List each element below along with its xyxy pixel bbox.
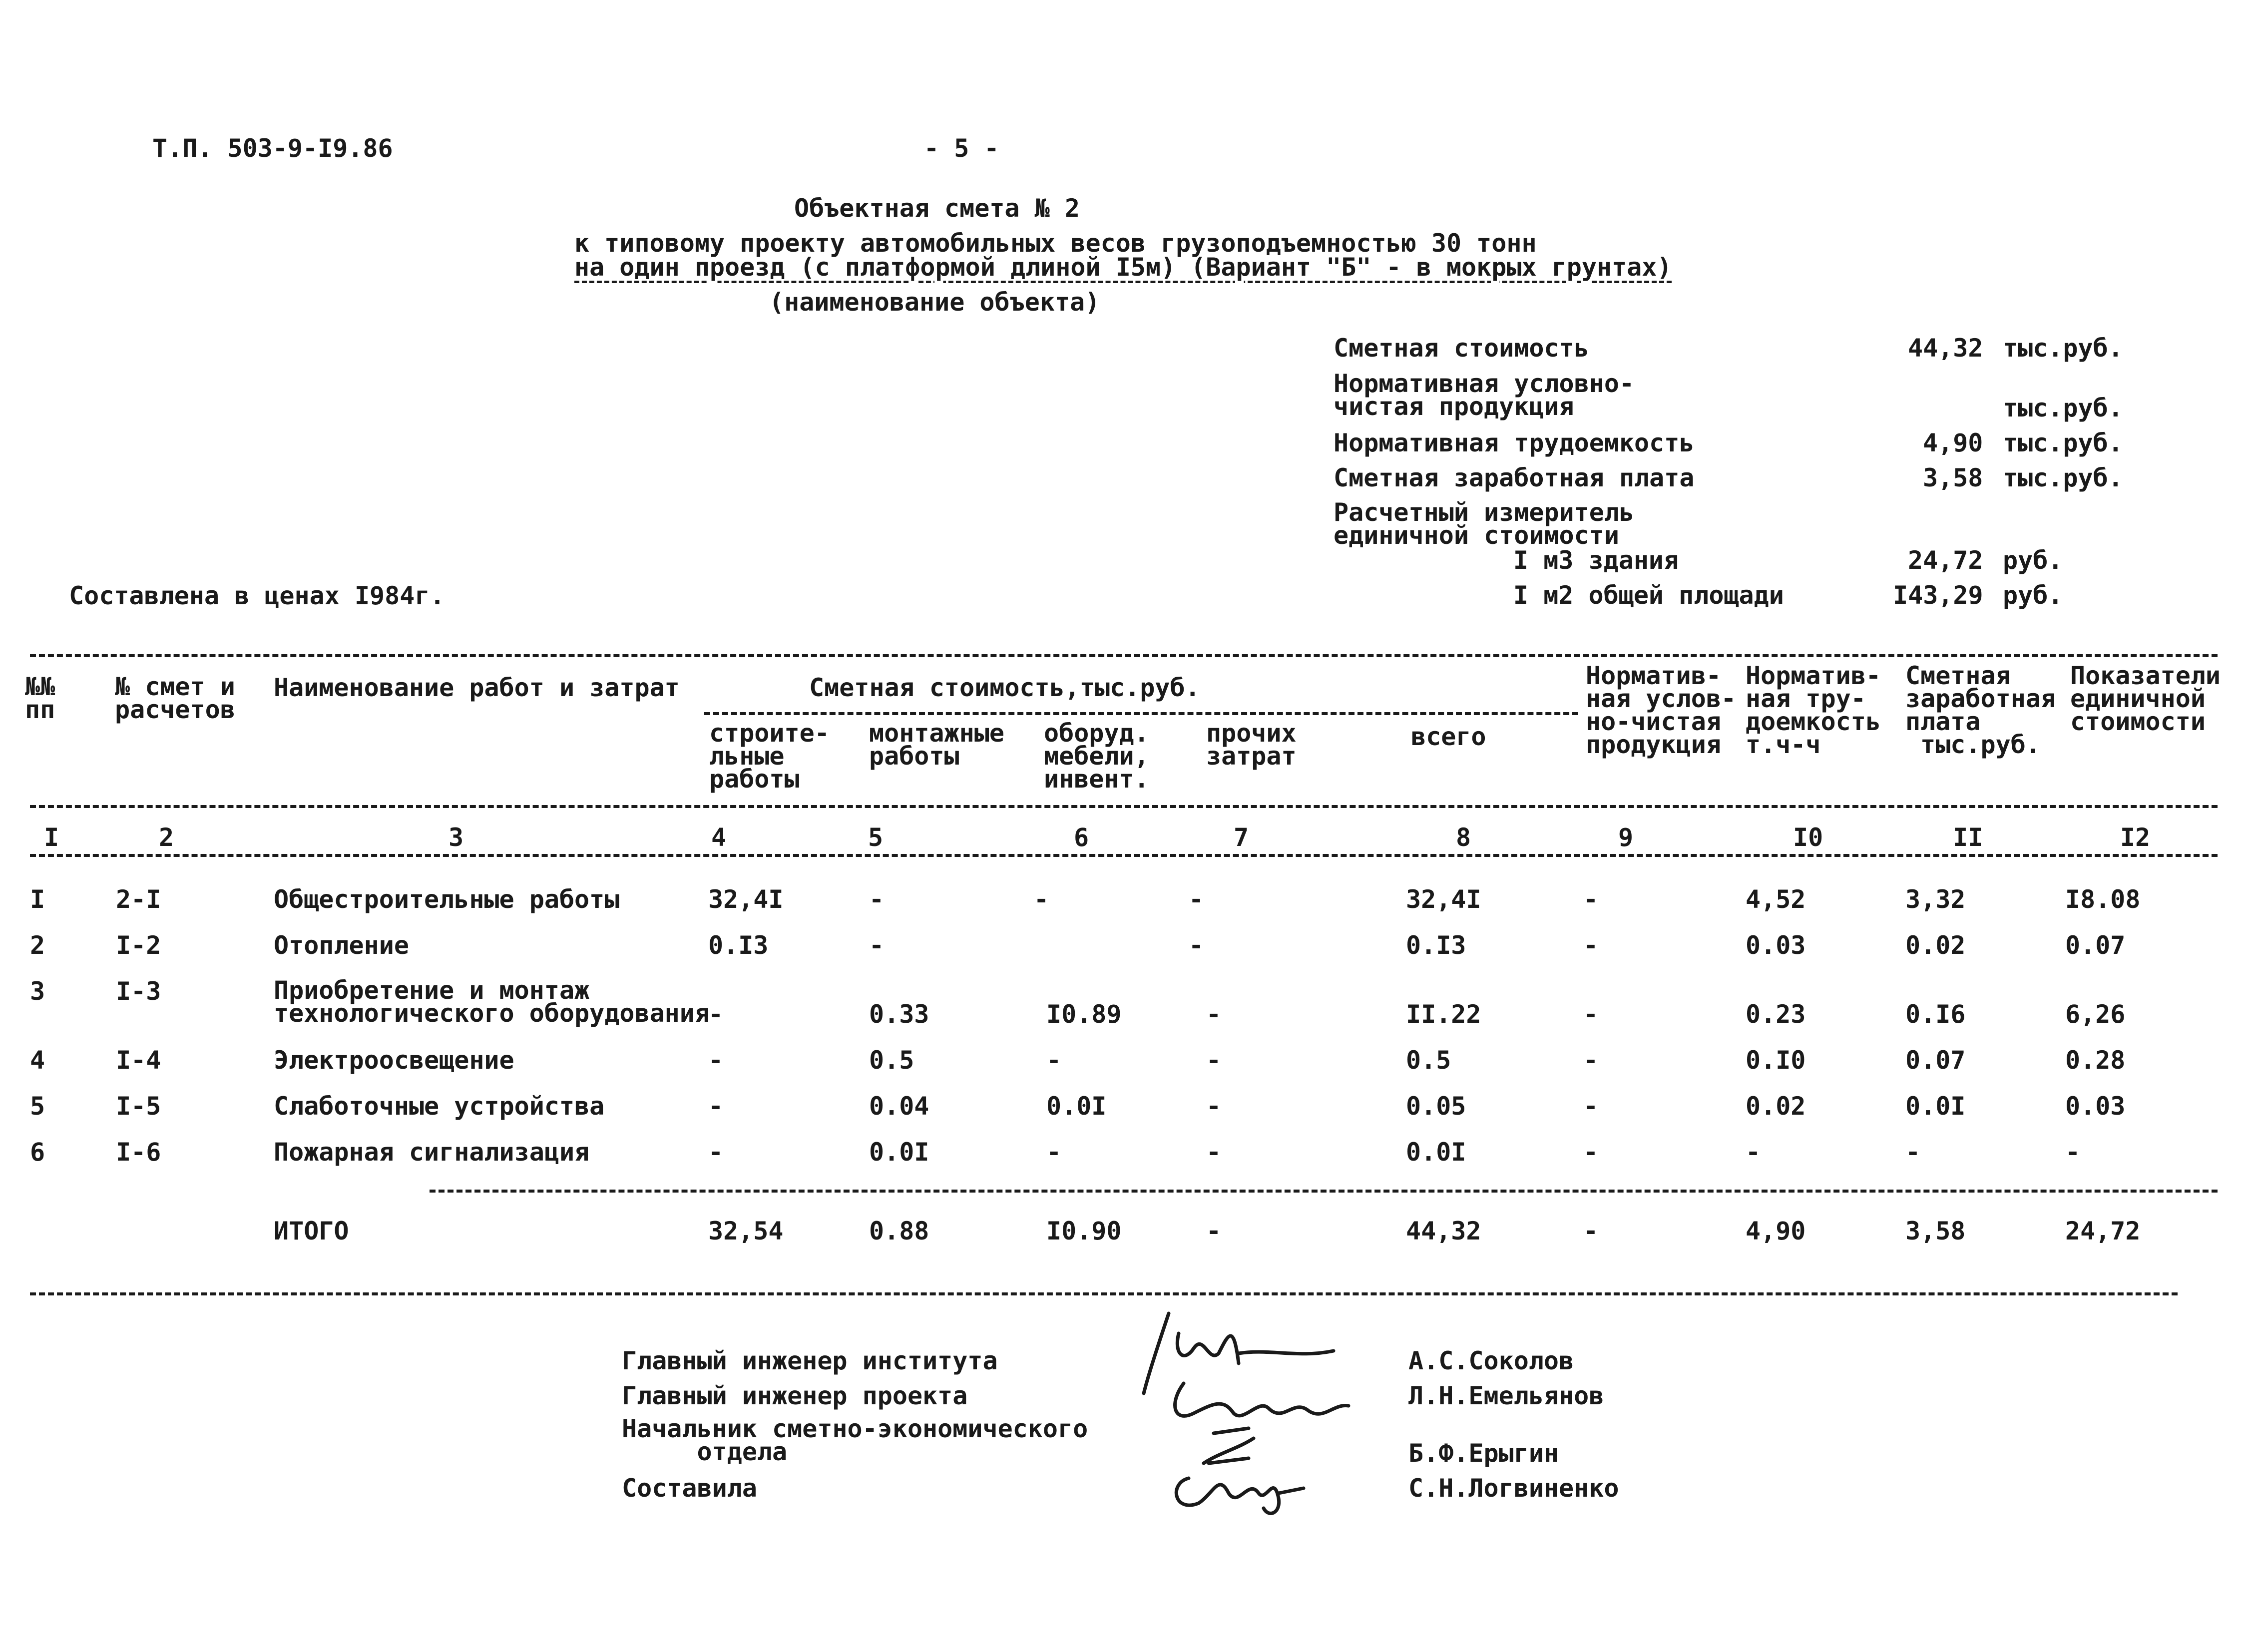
- header-wages: Сметная заработная плата тыс.руб.: [1905, 661, 2056, 759]
- header-net-product: Норматив- ная услов- но-чистая продукция: [1586, 661, 1737, 759]
- table-row-number: 4: [30, 1046, 45, 1075]
- summary-per-m3-unit: руб.: [2003, 546, 2063, 575]
- signatory-name: А.С.Соколов: [1408, 1346, 1574, 1375]
- summary-estimated-cost-label: Сметная стоимость: [1334, 334, 1589, 363]
- col-number: 2: [159, 823, 174, 852]
- table-cell-net-product: -: [1583, 931, 1599, 960]
- table-row-number: 5: [30, 1092, 45, 1121]
- table-cell-installation: 0.33: [869, 1000, 929, 1029]
- summary-labor-value: 4,90: [1923, 428, 1983, 457]
- table-bottom-rule: [30, 1292, 2178, 1295]
- table-cell-other: -: [1206, 1092, 1222, 1121]
- table-cell-construction: -: [708, 1000, 724, 1029]
- summary-labor-label: Нормативная трудоемкость: [1334, 428, 1695, 457]
- table-cell-net-product: -: [1583, 1000, 1599, 1029]
- table-cell-wages: 0.0I: [1905, 1092, 1966, 1121]
- header-labor: Норматив- ная тру- доемкость т.ч-ч: [1746, 661, 1881, 759]
- table-cell-total: 0.05: [1406, 1092, 1466, 1121]
- col-number: 7: [1234, 823, 1249, 852]
- table-row-number: 6: [30, 1138, 45, 1167]
- table-row-name: Отопление: [274, 931, 409, 960]
- cost-group-rule: [704, 712, 1578, 715]
- total-unit-cost: 24,72: [2065, 1217, 2141, 1245]
- col-number: 6: [1074, 823, 1089, 852]
- table-cell-wages: 0.07: [1905, 1046, 1966, 1075]
- table-cell-installation: -: [869, 885, 885, 914]
- table-cell-unit-cost: 0.03: [2065, 1092, 2126, 1121]
- table-cell-construction: 0.I3: [708, 931, 769, 960]
- table-cell-equipment: 0.0I: [1046, 1092, 1107, 1121]
- table-cell-installation: -: [869, 931, 885, 960]
- table-cell-labor: 0.02: [1746, 1092, 1806, 1121]
- table-row-estimate: 2-I: [116, 885, 161, 914]
- table-cell-unit-cost: 0.28: [2065, 1046, 2126, 1075]
- table-cell-labor: 4,52: [1746, 885, 1806, 914]
- table-row-number: I: [30, 885, 45, 914]
- col-number: I0: [1793, 823, 1823, 852]
- total-net-product: -: [1583, 1217, 1599, 1245]
- col-number: 8: [1456, 823, 1471, 852]
- total-construction: 32,54: [708, 1217, 784, 1245]
- summary-unit-meter-label: Расчетный измеритель единичной стоимости: [1334, 498, 1635, 550]
- header-construction: строите- льные работы: [709, 719, 830, 794]
- table-cell-construction: 32,4I: [708, 885, 784, 914]
- table-cell-installation: 0.0I: [869, 1138, 929, 1167]
- summary-per-m2-value: I43,29: [1893, 581, 1983, 610]
- summary-net-product-label: Нормативная условно- чистая продукция: [1334, 369, 1635, 421]
- project-variant: на один проезд (с платформой длиной I5м) (Вариант "Б" - в мокрых грунтах): [574, 253, 1672, 282]
- summary-wages-value: 3,58: [1923, 463, 1983, 492]
- table-row-name: Общестроительные работы: [274, 885, 620, 914]
- col-number: 4: [711, 823, 727, 852]
- table-cell-unit-cost: 0.07: [2065, 931, 2126, 960]
- total-label: ИТОГО: [274, 1217, 349, 1245]
- table-cell-other: -: [1206, 1046, 1222, 1075]
- table-cell-labor: 0.I0: [1746, 1046, 1806, 1075]
- table-row-name: Слаботочные устройства: [274, 1092, 605, 1121]
- table-row-estimate: I-5: [116, 1092, 161, 1121]
- table-cell-other: -: [1189, 885, 1204, 914]
- header-unit-cost: Показатели единичной стоимости: [2070, 661, 2221, 736]
- handwritten-signature: [1139, 1303, 1368, 1523]
- table-cell-equipment: -: [1046, 1046, 1062, 1075]
- header-bottom-rule: [30, 805, 2218, 808]
- total-separator-rule: [430, 1190, 2218, 1193]
- table-cell-wages: 0.I6: [1905, 1000, 1966, 1029]
- signatory-name: Б.Ф.Ерыгин: [1408, 1439, 1559, 1468]
- table-cell-wages: -: [1905, 1138, 1921, 1167]
- table-cell-total: 0.5: [1406, 1046, 1451, 1075]
- table-cell-construction: -: [708, 1046, 724, 1075]
- total-other: -: [1206, 1217, 1222, 1245]
- header-row-number: №№ пп: [25, 672, 55, 724]
- page-number: - 5 -: [924, 134, 999, 163]
- table-cell-total: 32,4I: [1406, 885, 1481, 914]
- table-row-estimate: I-2: [116, 931, 161, 960]
- project-description: к типовому проекту автомобильных весов грузоподъемностью 30 тонн: [574, 229, 1537, 258]
- table-cell-wages: 0.02: [1905, 931, 1966, 960]
- col-number: 9: [1618, 823, 1634, 852]
- header-estimate-number: № смет и расчетов: [115, 672, 235, 724]
- summary-wages-unit: тыс.руб.: [2003, 463, 2123, 492]
- col-number: I: [44, 823, 59, 852]
- signatory-name: С.Н.Логвиненко: [1408, 1474, 1619, 1503]
- signatory-role: Главный инженер проекта: [622, 1381, 968, 1410]
- col-number-rule: [30, 854, 2218, 857]
- col-number: 3: [448, 823, 464, 852]
- header-installation: монтажные работы: [869, 719, 1004, 771]
- table-row-estimate: I-6: [116, 1138, 161, 1167]
- col-number: II: [1953, 823, 1983, 852]
- table-cell-unit-cost: 6,26: [2065, 1000, 2126, 1029]
- table-cell-net-product: -: [1583, 1046, 1599, 1075]
- signatory-name: Л.Н.Емельянов: [1408, 1381, 1604, 1410]
- table-row-estimate: I-3: [116, 977, 161, 1006]
- col-number: 5: [868, 823, 884, 852]
- estimate-title: Объектная смета № 2: [794, 194, 1080, 223]
- summary-per-m3-label: I м3 здания: [1513, 546, 1679, 575]
- table-cell-other: -: [1206, 1000, 1222, 1029]
- header-work-name: Наименование работ и затрат: [274, 673, 680, 702]
- col-number: I2: [2120, 823, 2151, 852]
- table-row-name: Электроосвещение: [274, 1046, 514, 1075]
- header-total: всего: [1411, 722, 1486, 751]
- document-code: Т.П. 503-9-I9.86: [152, 134, 393, 163]
- table-cell-wages: 3,32: [1905, 885, 1966, 914]
- table-top-rule: [30, 654, 2218, 657]
- table-cell-total: 0.0I: [1406, 1138, 1466, 1167]
- table-cell-equipment: I0.89: [1046, 1000, 1122, 1029]
- signatory-role: Начальник сметно-экономического отдела: [622, 1414, 1088, 1466]
- header-cost-group: Сметная стоимость,тыс.руб.: [809, 673, 1200, 702]
- table-cell-equipment: -: [1034, 885, 1049, 914]
- summary-estimated-cost-value: 44,32: [1908, 334, 1983, 363]
- table-row-number: 3: [30, 977, 45, 1006]
- prices-note: Составлена в ценах I984г.: [69, 581, 445, 610]
- signatory-role: Составила: [622, 1474, 757, 1503]
- table-row-name: Приобретение и монтаж технологического оборудования: [274, 976, 710, 1028]
- table-cell-construction: -: [708, 1138, 724, 1167]
- table-cell-net-product: -: [1583, 1092, 1599, 1121]
- object-name-caption: (наименование объекта): [769, 288, 1100, 317]
- table-cell-other: -: [1206, 1138, 1222, 1167]
- table-cell-installation: 0.5: [869, 1046, 914, 1075]
- summary-per-m2-unit: руб.: [2003, 581, 2063, 610]
- table-cell-unit-cost: I8.08: [2065, 885, 2141, 914]
- total-wages: 3,58: [1905, 1217, 1966, 1245]
- table-cell-labor: -: [1746, 1138, 1761, 1167]
- table-row-number: 2: [30, 931, 45, 960]
- total-installation: 0.88: [869, 1217, 929, 1245]
- table-cell-labor: 0.23: [1746, 1000, 1806, 1029]
- summary-per-m3-value: 24,72: [1908, 546, 1983, 575]
- table-cell-unit-cost: -: [2065, 1138, 2081, 1167]
- summary-per-m2-label: I м2 общей площади: [1513, 581, 1784, 610]
- total-total: 44,32: [1406, 1217, 1481, 1245]
- table-cell-labor: 0.03: [1746, 931, 1806, 960]
- table-cell-total: 0.I3: [1406, 931, 1466, 960]
- summary-net-product-unit: тыс.руб.: [2003, 394, 2123, 422]
- header-equipment: оборуд. мебели, инвент.: [1044, 719, 1149, 794]
- table-cell-equipment: -: [1046, 1138, 1062, 1167]
- header-other: прочих затрат: [1206, 719, 1297, 771]
- table-cell-net-product: -: [1583, 1138, 1599, 1167]
- summary-estimated-cost-unit: тыс.руб.: [2003, 334, 2123, 363]
- table-cell-other: -: [1189, 931, 1204, 960]
- total-labor: 4,90: [1746, 1217, 1806, 1245]
- table-cell-net-product: -: [1583, 885, 1599, 914]
- signatory-role: Главный инженер института: [622, 1346, 998, 1375]
- summary-wages-label: Сметная заработная плата: [1334, 463, 1695, 492]
- table-cell-installation: 0.04: [869, 1092, 929, 1121]
- table-row-estimate: I-4: [116, 1046, 161, 1075]
- total-equipment: I0.90: [1046, 1217, 1122, 1245]
- table-cell-total: II.22: [1406, 1000, 1481, 1029]
- table-row-name: Пожарная сигнализация: [274, 1138, 590, 1167]
- summary-labor-unit: тыс.руб.: [2003, 428, 2123, 457]
- table-cell-construction: -: [708, 1092, 724, 1121]
